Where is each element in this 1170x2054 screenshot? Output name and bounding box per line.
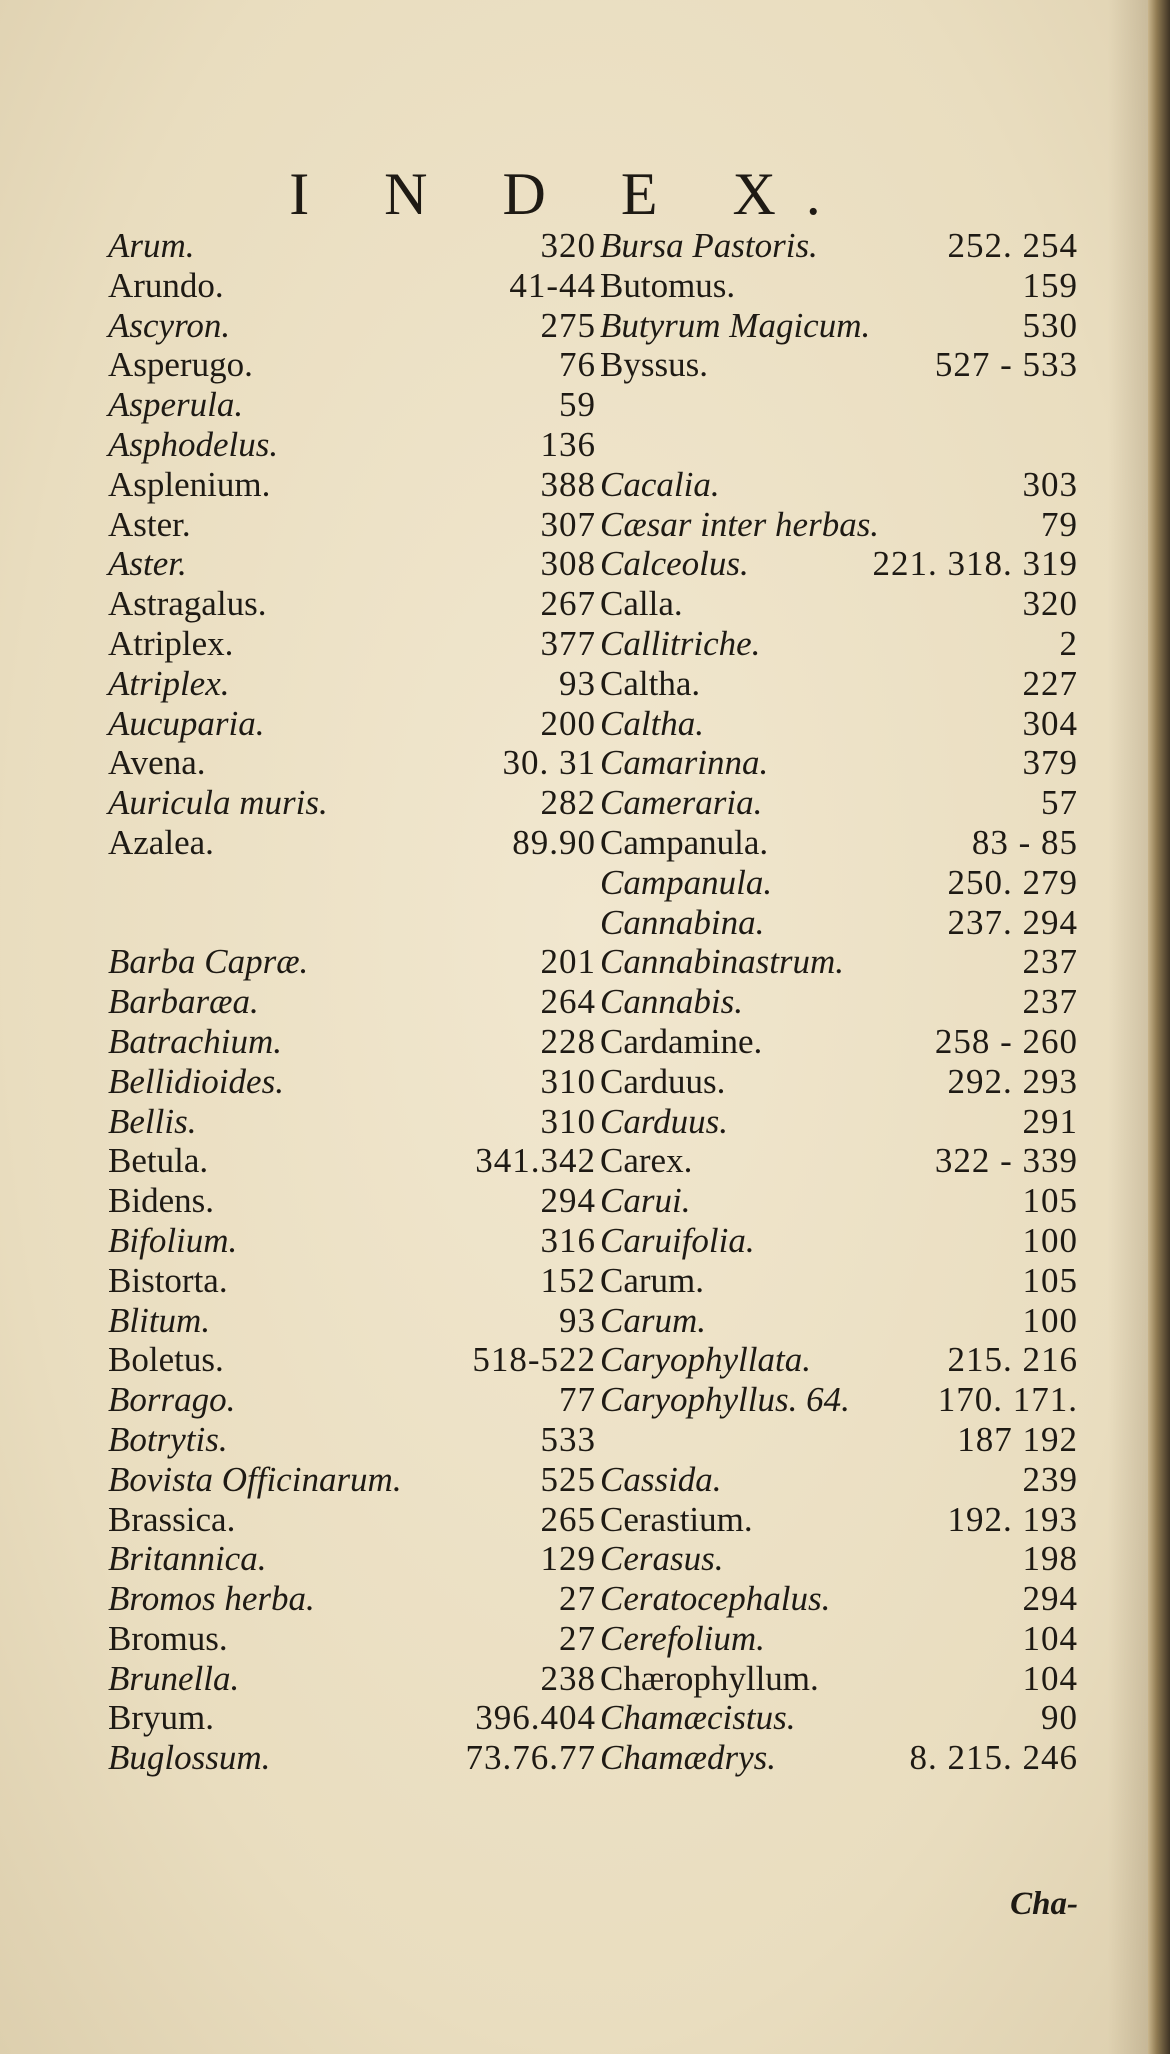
entry-term: Auricula muris. [108,783,328,823]
entry-pages: 27 [559,1579,596,1619]
entry-term: Cameraria. [600,783,763,823]
entry-pages: 282 [540,783,596,823]
index-entry [600,1181,1078,1221]
entry-pages: 41-44 [509,265,596,305]
entry-term: Avena. [108,743,206,783]
index-entry [600,1340,1078,1380]
index-entry [600,743,1078,783]
entry-pages: 533 [540,1419,596,1459]
entry-term: Chærophyllum. [600,1658,819,1698]
entry-pages: 291 [1022,1101,1078,1141]
index-entry [108,1022,596,1062]
entry-pages: 104 [1022,1658,1078,1698]
entry-pages: 388 [540,464,596,504]
index-entry [600,1738,1078,1778]
entry-term: Bromos herba. [108,1579,315,1619]
entry-term: Azalea. [108,822,214,862]
entry-term: Ceratocephalus. [600,1579,831,1619]
index-entry [600,1022,1078,1062]
entry-term: Blitum. [108,1300,211,1340]
entry-pages: 322 - 339 [934,1141,1078,1181]
entry-pages: 379 [1022,743,1078,783]
entry-pages: 89.90 [512,822,596,862]
entry-term: Cerasus. [600,1539,724,1579]
entry-pages: 73.76.77 [465,1738,596,1778]
entry-term: Cacalia. [600,464,720,504]
entry-term: Bryum. [108,1698,214,1738]
index-entry [108,1460,596,1500]
entry-pages: 238 [540,1658,596,1698]
index-entry [600,266,1078,306]
entry-pages: 292. 293 [947,1061,1078,1101]
index-entry [108,345,596,385]
entry-pages: 320 [1022,584,1078,624]
entry-term: Arum. [108,226,195,265]
entry-term: Bidens. [108,1181,214,1221]
entry-term: Byssus. [600,345,708,385]
entry-pages: 30. 31 [502,743,596,783]
entry-pages: 258 - 260 [934,1021,1078,1061]
entry-pages: 93 [559,663,596,703]
entry-term: Atriplex. [108,623,234,663]
entry-pages: 518-522 [472,1340,596,1380]
index-entry [600,704,1078,744]
index-entry [600,1539,1078,1579]
index-entry [600,1420,1078,1460]
index-entry [108,1738,596,1778]
index-entry [108,1340,596,1380]
entry-term: Bifolium. [108,1220,238,1260]
entry-pages: 105 [1022,1260,1078,1300]
entry-term: Aster. [108,504,191,544]
entry-pages: 57 [1041,783,1078,823]
entry-pages: 201 [540,942,596,982]
index-entry [600,982,1078,1022]
entry-term: Camarinna. [600,743,769,783]
entry-term: Asphodelus. [108,424,279,464]
entry-term: Cassida. [600,1459,722,1499]
index-entry [108,1380,596,1420]
entry-pages: 525 [540,1459,596,1499]
index-entry [600,823,1078,863]
entry-pages: 307 [540,504,596,544]
entry-term: Callitriche. [600,623,761,663]
entry-term: Cannabinastrum. [600,942,845,982]
entry-term: Caltha. [600,663,701,703]
index-entry [600,505,1078,545]
entry-term: Cardamine. [600,1021,763,1061]
entry-term: Caryophyllata. [600,1340,811,1380]
entry-pages: 308 [540,544,596,584]
index-entry [600,226,1078,266]
entry-term: Batrachium. [108,1021,283,1061]
entry-pages: 341.342 [475,1141,596,1181]
entry-term: Atriplex. [108,663,230,703]
index-entry [600,1261,1078,1301]
entry-term: Bistorta. [108,1260,228,1300]
index-entry [108,743,596,783]
index-entry [600,1221,1078,1261]
index-entry [108,505,596,545]
index-entry [600,1102,1078,1142]
entry-term: Caltha. [600,703,705,743]
entry-pages: 252. 254 [947,226,1078,265]
entry-pages: 170. 171. [937,1380,1078,1420]
index-entry [600,465,1078,505]
entry-pages: 8. 215. 246 [909,1738,1078,1778]
index-entry [600,584,1078,624]
index-entry [108,1261,596,1301]
entry-pages: 83 - 85 [971,822,1078,862]
left-index-column [108,226,596,1778]
entry-term: Carum. [600,1300,706,1340]
index-entry [108,1181,596,1221]
entry-term: Carduus. [600,1101,729,1141]
index-entry [108,1659,596,1699]
entry-term: Carex. [600,1141,693,1181]
index-entry [600,306,1078,346]
entry-pages: 198 [1022,1539,1078,1579]
entry-pages: 187 192 [957,1419,1078,1459]
index-entry [108,1141,596,1181]
entry-term: Butomus. [600,265,736,305]
index-entry [108,783,596,823]
entry-pages: 136 [540,424,596,464]
index-entry [600,783,1078,823]
entry-pages: 264 [540,982,596,1022]
entry-term: Aucuparia. [108,703,265,743]
entry-pages: 530 [1022,305,1078,345]
entry-pages: 250. 279 [947,862,1078,902]
entry-term: Betula. [108,1141,209,1181]
entry-term: Caruifolia. [600,1220,755,1260]
entry-term: Cerastium. [600,1499,753,1539]
entry-term: Boletus. [108,1340,224,1380]
index-entry [600,1659,1078,1699]
index-entry [108,982,596,1022]
entry-term: Brassica. [108,1499,236,1539]
index-entry [600,1698,1078,1738]
entry-term: Butyrum Magicum. [600,305,871,345]
entry-pages: 227 [1022,663,1078,703]
entry-pages: 90 [1041,1698,1078,1738]
entry-pages: 396.404 [475,1698,596,1738]
entry-term: Cannabina. [600,902,765,942]
index-entry [600,544,1078,584]
entry-pages: 152 [540,1260,596,1300]
index-entry [108,584,596,624]
entry-pages: 304 [1022,703,1078,743]
index-entry [108,1698,596,1738]
index-entry [108,903,596,943]
index-entry [108,1102,596,1142]
index-entry [108,1579,596,1619]
index-entry [600,942,1078,982]
entry-term: Campanula. [600,862,773,902]
index-entry [600,1301,1078,1341]
catchword: Cha- [1010,1886,1078,1922]
entry-pages: 129 [540,1539,596,1579]
index-entry [108,226,596,266]
entry-term: Britannica. [108,1539,267,1579]
entry-term: Bovista Officinarum. [108,1459,402,1499]
entry-term: Buglossum. [108,1738,271,1778]
entry-pages: 316 [540,1220,596,1260]
entry-term: Asperugo. [108,345,253,385]
entry-term: Brunella. [108,1658,240,1698]
entry-pages: 100 [1022,1220,1078,1260]
entry-pages: 294 [1022,1579,1078,1619]
entry-pages: 267 [540,584,596,624]
entry-pages: 303 [1022,464,1078,504]
entry-pages: 377 [540,623,596,663]
entry-pages: 27 [559,1618,596,1658]
right-index-column [600,226,1078,1778]
entry-term: Chamædrys. [600,1738,776,1778]
page-title: I N D E X. [289,161,851,227]
index-entry [600,345,1078,385]
index-entry [108,624,596,664]
entry-pages: 200 [540,703,596,743]
index-entry [108,306,596,346]
index-entry [600,385,1078,425]
entry-term: Astragalus. [108,584,267,624]
entry-term: Calceolus. [600,544,749,584]
entry-pages: 100 [1022,1300,1078,1340]
entry-term: Carum. [600,1260,705,1300]
entry-term: Aster. [108,544,187,584]
index-entry [600,624,1078,664]
index-entry [108,1221,596,1261]
entry-term: Asplenium. [108,464,271,504]
entry-term: Ascyron. [108,305,231,345]
entry-pages: 192. 193 [947,1499,1078,1539]
index-entry [108,385,596,425]
entry-term: Bellidioides. [108,1061,284,1101]
entry-pages: 77 [559,1380,596,1420]
entry-pages: 310 [540,1101,596,1141]
index-entry [108,664,596,704]
entry-pages: 275 [540,305,596,345]
index-entry [600,1460,1078,1500]
index-entry [108,1301,596,1341]
entry-term: Cannabis. [600,982,743,1022]
entry-term: Bursa Pastoris. [600,226,818,265]
entry-pages: 59 [559,385,596,425]
entry-pages: 79 [1041,504,1078,544]
entry-term: Bellis. [108,1101,197,1141]
entry-pages: 320 [540,226,596,265]
entry-term: Chamæcistus. [600,1698,796,1738]
entry-term: Cæsar inter herbas. [600,504,880,544]
entry-pages: 93 [559,1300,596,1340]
index-entry [600,863,1078,903]
entry-term: Botrytis. [108,1419,228,1459]
entry-pages: 237 [1022,942,1078,982]
index-entry [108,266,596,306]
entry-pages: 228 [540,1021,596,1061]
index-entry [108,823,596,863]
index-entry [600,1062,1078,1102]
book-spine [1148,0,1170,2054]
entry-term: Arundo. [108,265,224,305]
index-entry [108,465,596,505]
entry-term: Calla. [600,584,683,624]
index-entry [600,1579,1078,1619]
index-entry [108,544,596,584]
entry-term: Caryophyllus. 64. [600,1380,850,1420]
entry-pages: 237 [1022,982,1078,1022]
index-entry [108,425,596,465]
index-entry [108,1500,596,1540]
index-entry [108,1420,596,1460]
index-entry [600,1380,1078,1420]
entry-pages: 221. 318. 319 [872,544,1078,584]
entry-term: Carduus. [600,1061,726,1101]
entry-pages: 527 - 533 [934,345,1078,385]
entry-pages: 215. 216 [947,1340,1078,1380]
index-entry [600,1141,1078,1181]
entry-pages: 310 [540,1061,596,1101]
entry-term: Barba Capræ. [108,942,309,982]
entry-pages: 265 [540,1499,596,1539]
entry-pages: 2 [1059,623,1078,663]
index-entry [108,863,596,903]
index-entry [600,664,1078,704]
entry-term: Borrago. [108,1380,236,1420]
spine-shadow [1108,0,1148,2054]
entry-pages: 237. 294 [947,902,1078,942]
index-entry [108,1539,596,1579]
index-entry [108,1062,596,1102]
index-entry [108,704,596,744]
entry-pages: 159 [1022,265,1078,305]
index-entry [108,942,596,982]
entry-term: Asperula. [108,385,244,425]
entry-term: Carui. [600,1181,691,1221]
entry-term: Campanula. [600,822,769,862]
entry-pages: 104 [1022,1618,1078,1658]
index-entry [600,1500,1078,1540]
entry-term: Barbaræa. [108,982,259,1022]
entry-pages: 105 [1022,1181,1078,1221]
entry-pages: 239 [1022,1459,1078,1499]
index-entry [108,1619,596,1659]
index-entry [600,903,1078,943]
index-entry [600,1619,1078,1659]
index-entry [600,425,1078,465]
entry-pages: 76 [559,345,596,385]
entry-pages: 294 [540,1181,596,1221]
entry-term: Cerefolium. [600,1618,765,1658]
entry-term: Bromus. [108,1618,228,1658]
